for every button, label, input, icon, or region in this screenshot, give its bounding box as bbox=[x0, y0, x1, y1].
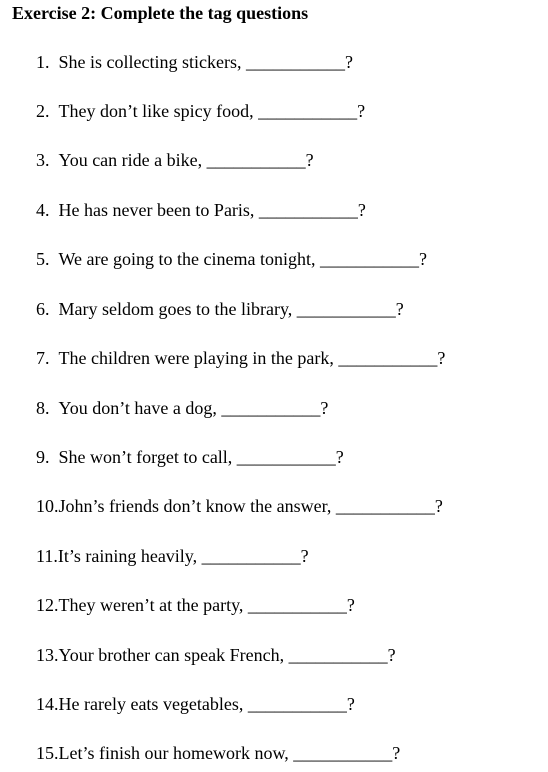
question-text: He rarely eats vegetables, ___________? bbox=[58, 694, 355, 714]
question-text: You don’t have a dog, ___________? bbox=[58, 398, 329, 418]
question-item bbox=[36, 693, 355, 715]
question-text: He has never been to Paris, ___________? bbox=[58, 200, 366, 220]
question-number: 4. bbox=[36, 200, 50, 220]
question-item bbox=[36, 347, 445, 369]
question-item bbox=[36, 446, 344, 468]
question-text: John’s friends don’t know the answer, ___________? bbox=[58, 496, 443, 516]
question-item bbox=[36, 594, 355, 616]
question-text: Your brother can speak French, ___________? bbox=[58, 645, 396, 665]
question-item bbox=[36, 199, 366, 221]
question-item bbox=[36, 545, 309, 567]
question-item bbox=[36, 248, 427, 270]
question-text: The children were playing in the park, ___________? bbox=[58, 348, 446, 368]
question-number: 1. bbox=[36, 52, 50, 72]
exercise-title: Exercise 2: Complete the tag questions bbox=[12, 3, 309, 23]
question-item bbox=[36, 495, 443, 517]
question-number: 13. bbox=[36, 645, 59, 665]
question-number: 8. bbox=[36, 398, 50, 418]
question-number: 7. bbox=[36, 348, 50, 368]
question-number: 11. bbox=[36, 546, 58, 566]
question-text: Mary seldom goes to the library, ___________? bbox=[58, 299, 404, 319]
question-number: 3. bbox=[36, 150, 50, 170]
question-text: She is collecting stickers, ___________? bbox=[58, 52, 353, 72]
question-number: 9. bbox=[36, 447, 50, 467]
question-item bbox=[36, 149, 314, 171]
question-item bbox=[36, 51, 353, 73]
question-number: 14. bbox=[36, 694, 59, 714]
question-text: They don’t like spicy food, ___________? bbox=[58, 101, 366, 121]
question-item bbox=[36, 298, 404, 320]
question-item bbox=[36, 397, 328, 419]
question-text: Let’s finish our homework now, ___________? bbox=[58, 743, 401, 763]
question-number: 5. bbox=[36, 249, 50, 269]
question-item bbox=[36, 742, 400, 764]
question-number: 10. bbox=[36, 496, 59, 516]
question-item bbox=[36, 644, 396, 666]
question-item bbox=[36, 100, 365, 122]
question-text: She won’t forget to call, ___________? bbox=[58, 447, 344, 467]
question-number: 15. bbox=[36, 743, 59, 763]
question-number: 6. bbox=[36, 299, 50, 319]
question-text: It’s raining heavily, ___________? bbox=[57, 546, 309, 566]
question-number: 12. bbox=[36, 595, 59, 615]
question-text: You can ride a bike, ___________? bbox=[58, 150, 314, 170]
question-number: 2. bbox=[36, 101, 50, 121]
question-text: We are going to the cinema tonight, ___________? bbox=[58, 249, 427, 269]
question-text: They weren’t at the party, ___________? bbox=[58, 595, 355, 615]
